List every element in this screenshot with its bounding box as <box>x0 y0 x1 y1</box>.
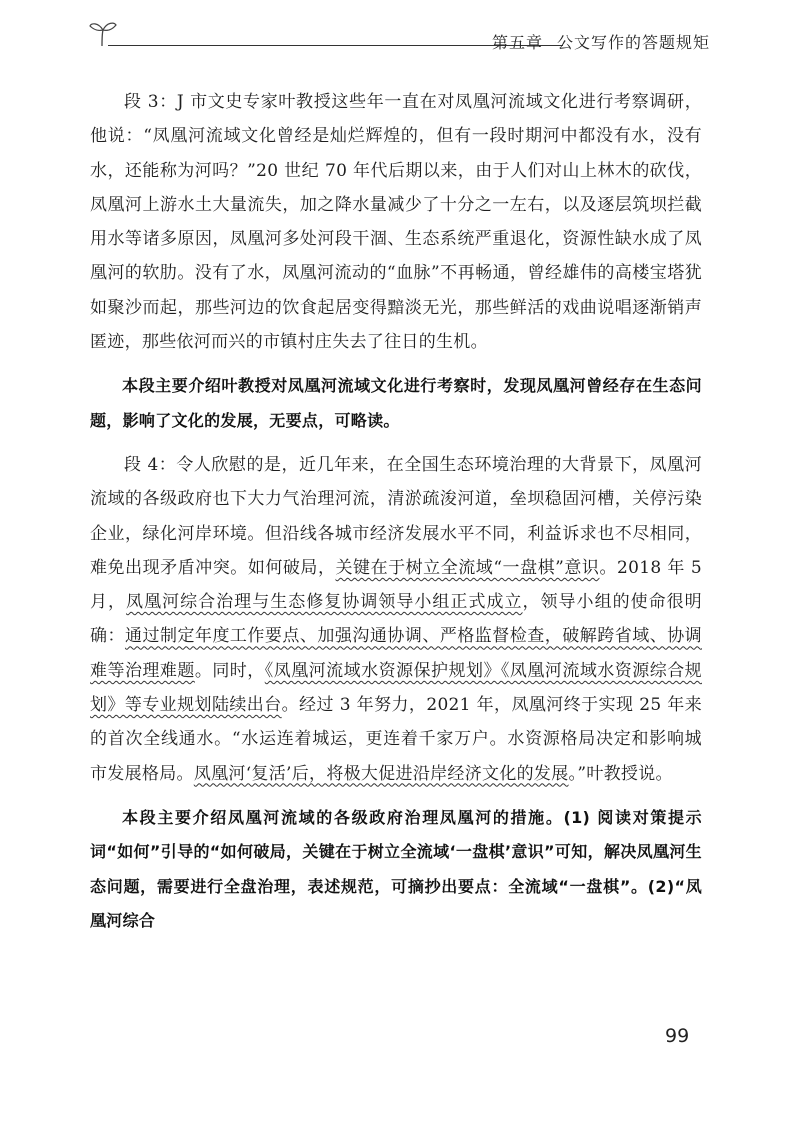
page-number: 99 <box>665 1025 690 1047</box>
paragraph-section-3: 段 3：J 市文史专家叶教授这些年一直在对凤凰河流域文化进行考察调研，他说：“凤凰河流域文化曾经是灿烂辉煌的，但有一段时期河中都没有水，没有水，还能称为河吗？”20 世纪 70 年代后期以来，由于人们对山上林木的砍伐，凤凰河上游水土大量流失，加之降水量减少了十分之一左右，以及逐层筑坝拦截用水等诸多原因，凤凰河多处河段干涸、生态系统严重退化，资源性缺水成了凤凰河的软肋。没有了水，凤凰河流动的“血脉”不再畅通，曾经雄伟的高楼宝塔犹如聚沙而起，那些河边的饮食起居变得黯淡无光，那些鲜活的戏曲说唱逐渐销声匿迹，那些依河而兴的市镇村庄失去了往日的生机。 <box>90 92 702 353</box>
analysis-note-section-3: 本段主要介绍叶教授对凤凰河流域文化进行考察时，发现凤凰河曾经存在生态问题，影响了文化的发展，无要点，可略读。 <box>90 376 702 430</box>
text-run: 。”叶教授说。 <box>568 763 673 784</box>
underlined-key-point: 《凤凰河流域水资源保护规划》《凤凰河流域水资源综合规划》等专业规划陆续出台 <box>90 660 702 716</box>
page-header <box>88 18 710 58</box>
underlined-key-point: 凤凰河综合治理与生态修复协调领导小组正式成立 <box>126 592 523 613</box>
paragraph-section-4 <box>90 448 702 791</box>
text-run: 段 4：令人欣慰的是，近几年来，在全国生态环境治理的大背景下，凤凰河流域的各级政府也下大力气治理河流，清淤疏浚河道，垒坝稳固河槽，关停污染企业，绿化河岸环境。但沿线各城市经济发展水平不同，利益诉求也不尽相同，难免出现矛盾冲突。如何破局， <box>90 454 702 578</box>
text-run: 。2018 年 5 月， <box>90 557 702 613</box>
underlined-key-point: 关键在于树立全流域“一盘棋”意识 <box>335 557 600 578</box>
chapter-number: 第五章 <box>491 33 543 52</box>
page-body <box>90 85 702 938</box>
chapter-title: 公文写作的答题规矩 <box>556 33 710 52</box>
sprout-icon <box>88 18 118 48</box>
text-run: ，领导小组的使命很明确： <box>90 592 702 647</box>
text-run: 。经过 3 年努力，2021 年，凤凰河终于实现 25 年来的首次全线通水。“水运连着城运，更连着千家万户。水资源格局决定和影响城市发展格局。 <box>90 695 702 784</box>
underlined-key-point: 凤凰河‘复活’后，将极大促进沿岸经济文化的发展 <box>193 763 569 784</box>
underlined-key-point: 通过制定年度工作要点、加强沟通协调、严格监督检查，破解跨省域、协调难等治理难题 <box>90 626 702 681</box>
analysis-note-section-4: 本段主要介绍凤凰河流域的各级政府治理凤凰河的措施。(1) 阅读对策提示词“如何”引导的“如何破局，关键在于树立全流域‘一盘棋’意识”可知，解决凤凰河生态问题，需要进行全盘治理，表述规范，可摘抄出要点：全流域“一盘棋”。(2)“凤凰河综合 <box>90 807 702 930</box>
text-run: 。同时， <box>194 660 265 681</box>
running-header <box>492 30 710 53</box>
